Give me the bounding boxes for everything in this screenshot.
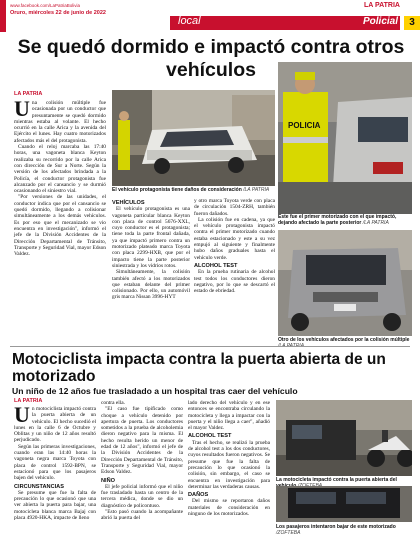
article1-right-top-photo (278, 62, 412, 214)
paragraph: "Esto pasó cuando la acompañante abrió la puerta del (101, 509, 183, 522)
subheading: DAÑOS (188, 492, 209, 499)
paragraph: El vehículo protagonista es una vagoneta particular blanca Keyton con placa de control 5676-XXL, cuyo conductor es el protagonista; tiene toda la parte frontal dañada, ya que impactó primero contra un motorizado plateado marca Toyota con placa 2299-HXB, que por el impacto tiene la parte posterior siniestrada y los vidrios rotos. (112, 206, 190, 269)
paragraph: y otro marca Toyota verde con placa de circulación 1504-ZRH, también fueron dañados. (194, 198, 275, 217)
caption-source: /LA PATRIA (243, 187, 270, 193)
page-number: 3 (404, 16, 420, 30)
dropcap: U (14, 96, 30, 121)
section-label: local (178, 15, 201, 27)
article1-headline: Se quedó dormido e impactó contra otros vehículos (17, 36, 405, 81)
article2-subhead: Un niño de 12 años fue trasladado a un hospital tras caer del vehículo (12, 386, 298, 396)
article-divider (10, 346, 410, 347)
paragraph: Se presume que fue la falta de precaución lo que ocasionó que una ver abierta la puerta para bajar, una motocicleta blanca marca Bajaj con placa 4920-HKA, impacte de lleno (14, 489, 96, 522)
article2-bottom-caption (276, 524, 412, 534)
subheading: VEHÍCULOS (112, 200, 145, 206)
paragraph: El jefe policial informó que el niño fue trasladado hasta un centro de la tercera médica, donde se dio un diagnóstico de policontuso. (101, 483, 183, 509)
paragraph: contra ella. (101, 400, 125, 406)
header-accent-strip (0, 0, 6, 32)
article1-right-top-caption (278, 214, 412, 226)
paragraph: Cuando el reloj marcaba las 17:40 horas, una vagoneta blanca Keyton realizaba su recorrido por la calle Arica con dirección de Sur a Norte. Según la versión de los afectados brindada a la Policía, el conductor protagonista fue alcanzado por el cansancio y se durmió ocasionando el siniestro vial. (14, 144, 106, 195)
article1-column-1 (14, 96, 106, 258)
article1-main-photo-caption (112, 187, 275, 193)
page-header (0, 0, 420, 32)
article2-column-2 (101, 400, 183, 522)
subheading: NIÑO (101, 477, 115, 484)
caption-source: /LA PATRIA (362, 220, 389, 226)
article1-right-bottom-photo (278, 230, 412, 336)
subheading: CIRCUNSTANCIAS (14, 483, 64, 490)
caption-text: Otro de los vehículos afectados por la colisión múltiple (278, 337, 410, 343)
article2-top-photo (276, 400, 412, 476)
paragraph: lado derecho del vehículo y en ese entonces se encontraba circulando la motocicleta y llega a impactar con la puerta y el niño llega a caer", añadió el mayor Valdez. (188, 400, 270, 432)
paragraph: "Por versiones de las unidades, el conductor indica que por el cansancio se quedó dormido, llegando a colisionar simultáneamente a los demás vehículos. Es por eso que el mecanizado se vio encuentra en investigación", informó el jefe de la División Accidentes de la Dirección Departamental de Tránsito, Transporte y Seguridad Vial, mayor Edson Valdez. (14, 194, 106, 258)
social-link[interactable]: www.facebook.com/LaPatriaBolivia (10, 3, 81, 8)
article1-main-photo (112, 90, 275, 186)
article2-lead: n motociclista impactó contra la puerta abierta de un vehículo. El hecho sucedió el lunes en la calle 6 de Octubre y Oblitas y un niño de 12 años resultó perjudicado. (14, 406, 96, 444)
article1-column-3 (194, 198, 275, 294)
brand-name: LA PATRIA (363, 2, 400, 9)
paragraph: "El caso fue tipificado como choque a vehículo detenido por apertura de puerta. Los conductores sometidos a la prueba de alcoholemia dieron negativo para la misma. El hecho resulta herido un menor de edad de 12 años", informó el jefe de la División Accidentes de la Dirección Departamental de Tránsito, Transporte y Seguridad Vial, mayor Edson Valdez. (101, 406, 183, 476)
article2-byline: LA PATRIA (14, 398, 43, 404)
dateline: Oruro, miércoles 22 de junio de 2022 (10, 10, 106, 16)
caption-source: /ZOFTEBA (276, 530, 301, 534)
paragraph: Simultáneamente, la colisión también afectó a los motorizados que estaban delante del primer colisionado. Por ello, un automóvil gris marca Nissan 3996-HYT (112, 269, 190, 301)
article1-lead: na colisión múltiple fue ocasionada por un conductor que presuntamente se quedó dormido mientras estaba al volante. El hecho ocurrió en la calle Arica y la avenida del Ejército el lunes. Hay cuatro motorizados afectados más el del protagonista. (14, 100, 106, 144)
dropcap: U (14, 402, 30, 427)
paragraph: Del mismo se reportaron daños materiales de consideración en ninguno de los motorizados. (188, 498, 270, 518)
subheading: ALCOHOL TEST (188, 433, 232, 440)
article1-byline: LA PATRIA (14, 91, 43, 97)
brand-section: Policial (362, 16, 398, 27)
caption-text: La motocicleta impactó contra la puerta abierta del (276, 477, 397, 483)
paragraph: Según las primeras investigaciones, cuando eran las 14:40 horas la vagoneta negra marca Toyota con placa de control 1592-BPN, se estacionó para que los pasajeros bajen del vehículo. (14, 443, 96, 482)
caption-text: Este fue el primer motorizado con el que impactó, dejando afectado la parte posterior (278, 214, 397, 226)
caption-text: Los pasajeros intentaron bajar de este motorizado (276, 524, 396, 530)
article1-right-bottom-caption (278, 337, 412, 349)
caption-text: El vehículo protagonista tiene daños de consideración (112, 187, 242, 193)
subheading: ALCOHOL TEST (194, 262, 238, 269)
paragraph: Tras el hecho, se realizó la prueba de alcohol test a los dos conductores, cuyos resultados fueron negativos. Se presume que fue la falta de precaución lo que ocasionó la colisión, sin embargo, el caso se encuentra en investigación para determinar las verdaderas causas. (188, 439, 270, 490)
article2-headline: Motociclista impacta contra la puerta abierta de un motorizado (12, 351, 386, 385)
article1-column-2 (112, 198, 190, 301)
police-vest-text: POLICIA (288, 121, 321, 130)
paragraph: La colisión fue en cadena, ya que el vehículo protagonista impactó contra el primer motorizado cuando estaba estacionado y este a su vez empujó al siguiente y finalmente hubo daños graduales hasta el vehículo verde. (194, 216, 275, 261)
article2-column-1 (14, 402, 96, 522)
paragraph: En la prueba rutinaria de alcohol test todos los conductores dieron negativo, por lo que se descartó el estado de ebriedad. (194, 269, 275, 295)
article2-column-3 (188, 400, 270, 517)
article2-bottom-photo (276, 486, 412, 522)
